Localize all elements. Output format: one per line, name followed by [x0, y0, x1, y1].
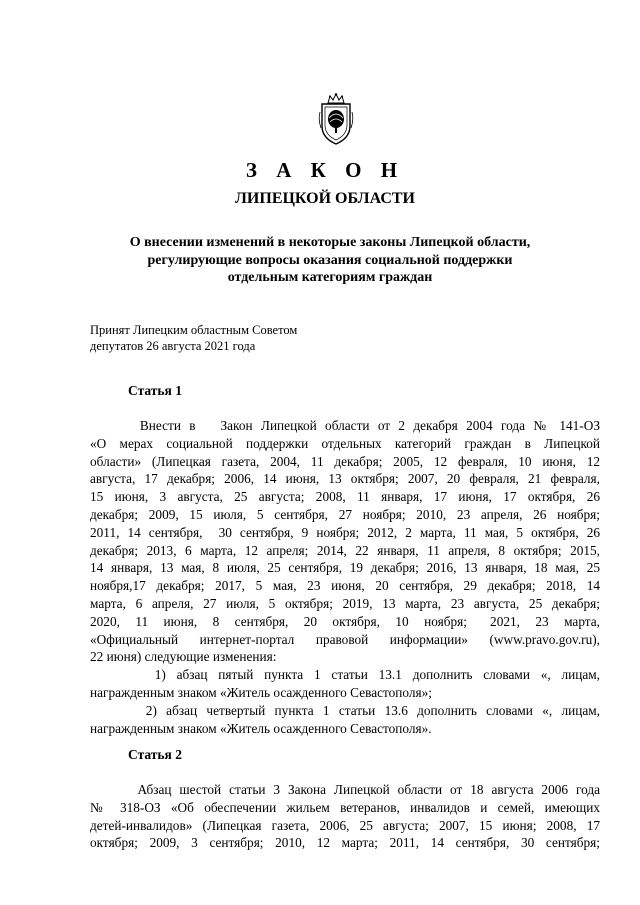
text-line: октября; 2009, 3 сентября; 2010, 12 марта; 2011, 14 сентября, 30 сентября;	[90, 835, 600, 851]
subject-line: отдельным категориям граждан	[227, 270, 433, 285]
text-line: № 318-ОЗ «Об обеспечении жильем ветеранов, инвалидов и семей, имеющих	[90, 799, 600, 815]
law-subject	[90, 234, 570, 287]
subject-line: О внесении изменений в некоторые законы Липецкой области,	[129, 235, 531, 250]
text-line: 15 июня, 3 августа, 25 августа; 2008, 11 января, 17 июня, 17 октября, 26	[90, 489, 600, 505]
article-1-heading: Статья 1	[128, 383, 182, 398]
coat-of-arms-emblem	[318, 92, 354, 146]
text-line: области» (Липецкая газета, 2004, 11 декабря; 2005, 12 февраля, 10 июня, 12	[90, 453, 600, 469]
adoption-note	[90, 322, 297, 354]
text-line: 14 января, 13 мая, 8 июля, 25 сентября, 19 декабря; 2016, 13 января, 18 мая, 25	[90, 560, 600, 576]
text-line: 1) абзац пятый пункта 1 статьи 13.1 дополнить словами «, лицам,	[90, 667, 600, 683]
region-name: ЛИПЕЦКОЙ ОБЛАСТИ	[235, 190, 415, 207]
text-line: 2011, 14 сентября, 30 сентября, 9 ноября; 2012, 2 марта, 11 мая, 5 октября, 26	[90, 524, 600, 540]
text-line: «Официальный интернет-портал правовой информации» (www.pravo.gov.ru),	[90, 631, 600, 647]
text-line: «О мерах социальной поддержки отдельных категорий граждан в Липецкой	[90, 435, 600, 451]
text-line: декабря; 2013, 6 марта, 12 апреля; 2014, 22 января, 11 апреля, 8 октября; 2015,	[90, 542, 600, 558]
text-line: детей-инвалидов» (Липецкая газета, 2006, 25 августа; 2007, 15 июня; 2008, 17	[90, 817, 600, 833]
law-title: З А К О Н	[245, 158, 405, 182]
text-line: ноября,17 декабря; 2017, 5 мая, 23 июня, 20 сентября, 29 декабря; 2018, 14	[90, 578, 600, 594]
article-2-body	[90, 781, 600, 852]
text-line: награжденным знаком «Житель осажденного Севастополя».	[90, 720, 432, 736]
adoption-line: Принят Липецким областным Советом	[90, 323, 298, 337]
adoption-line: депутатов 26 августа 2021 года	[90, 339, 256, 353]
text-line: декабря; 2009, 15 июля, 5 сентября, 27 ноября; 2010, 23 апреля, 26 ноября;	[90, 506, 600, 522]
text-line: Абзац шестой статьи 3 Закона Липецкой области от 18 августа 2006 года	[90, 782, 600, 797]
article-1-body	[90, 417, 600, 737]
text-line: награжденным знаком «Житель осажденного Севастополя»;	[90, 684, 432, 700]
article-2-heading: Статья 2	[128, 747, 182, 762]
text-line: Внести в Закон Липецкой области от 2 декабря 2004 года № 141-ОЗ	[90, 418, 600, 433]
text-line: 2) абзац четвертый пункта 1 статьи 13.6 дополнить словами «, лицам,	[90, 702, 600, 718]
subject-line: регулирующие вопросы оказания социальной поддержки	[147, 252, 513, 268]
text-line: марта, 6 апреля, 27 июля, 5 октября; 2019, 13 марта, 23 августа, 25 декабря;	[90, 595, 600, 611]
text-line: августа, 17 декабря; 2006, 14 июня, 13 октября; 2007, 20 февраля, 21 февраля,	[90, 471, 600, 487]
text-line: 22 июня) следующие изменения:	[90, 649, 277, 665]
text-line: 2020, 11 июня, 8 сентября, 20 октября, 10 ноября; 2021, 23 марта,	[90, 613, 600, 629]
